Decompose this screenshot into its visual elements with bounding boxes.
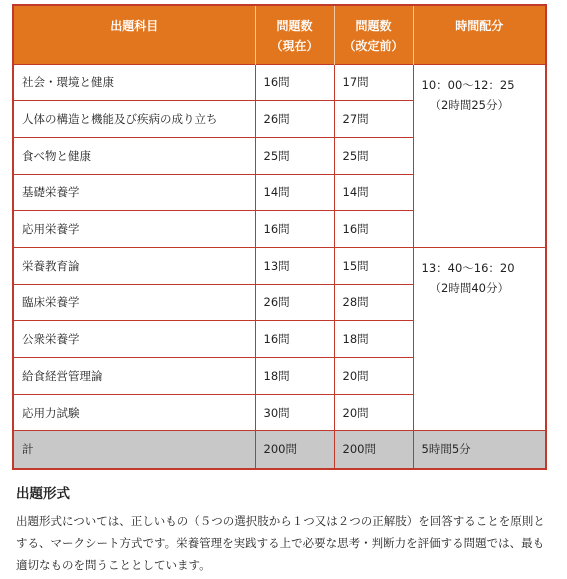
cell-old: 18問 — [334, 321, 413, 358]
cell-current: 30問 — [255, 394, 334, 431]
time-range: 10：00〜12：25 — [421, 77, 515, 92]
cell-current: 26問 — [255, 101, 334, 138]
cell-time-afternoon — [413, 247, 545, 430]
cell-subject: 栄養教育論 — [14, 247, 255, 284]
total-row — [14, 431, 545, 468]
cell-subject: 食べ物と健康 — [14, 137, 255, 174]
total-label: 計 — [14, 431, 255, 468]
cell-old: 28問 — [334, 284, 413, 321]
table-row — [14, 247, 545, 284]
cell-current: 25問 — [255, 137, 334, 174]
cell-current: 16問 — [255, 211, 334, 248]
table-header-row — [14, 6, 545, 64]
cell-old: 15問 — [334, 247, 413, 284]
cell-current: 16問 — [255, 321, 334, 358]
time-duration: （2時間40分） — [429, 280, 509, 295]
cell-subject: 社会・環境と健康 — [14, 64, 255, 101]
section-heading: 出題形式 — [16, 486, 70, 502]
cell-old: 27問 — [334, 101, 413, 138]
cell-subject: 基礎栄養学 — [14, 174, 255, 211]
total-current: 200問 — [255, 431, 334, 468]
total-old: 200問 — [334, 431, 413, 468]
header-current-count: 問題数 （現在） — [255, 6, 334, 64]
cell-current: 18問 — [255, 358, 334, 395]
cell-current: 13問 — [255, 247, 334, 284]
header-time-allocation: 時間配分 — [413, 6, 545, 64]
exam-subject-table — [12, 4, 547, 470]
cell-subject: 人体の構造と機能及び疾病の成り立ち — [14, 101, 255, 138]
cell-subject: 応用栄養学 — [14, 211, 255, 248]
header-subject: 出題科目 — [14, 6, 255, 64]
table-row — [14, 64, 545, 101]
header-old-count: 問題数 （改定前） — [334, 6, 413, 64]
time-range: 13：40〜16：20 — [421, 260, 515, 275]
cell-old: 20問 — [334, 394, 413, 431]
cell-old: 17問 — [334, 64, 413, 101]
cell-current: 16問 — [255, 64, 334, 101]
cell-old: 16問 — [334, 211, 413, 248]
cell-current: 26問 — [255, 284, 334, 321]
cell-subject: 応用力試験 — [14, 394, 255, 431]
time-duration: （2時間25分） — [429, 97, 509, 112]
cell-old: 20問 — [334, 358, 413, 395]
cell-subject: 臨床栄養学 — [14, 284, 255, 321]
total-time: 5時間5分 — [413, 431, 545, 468]
cell-time-morning — [413, 64, 545, 247]
cell-subject: 公衆栄養学 — [14, 321, 255, 358]
cell-subject: 給食経営管理論 — [14, 358, 255, 395]
cell-current: 14問 — [255, 174, 334, 211]
section-description: 出題形式については、正しいもの（５つの選択肢から１つ又は２つの正解肢）を回答することを原則とする、マークシート方式です。栄養管理を実践する上で必要な思考・判断力を評価する問題では、最も適切なものを問うこととしています。 — [16, 514, 545, 572]
cell-old: 14問 — [334, 174, 413, 211]
cell-old: 25問 — [334, 137, 413, 174]
